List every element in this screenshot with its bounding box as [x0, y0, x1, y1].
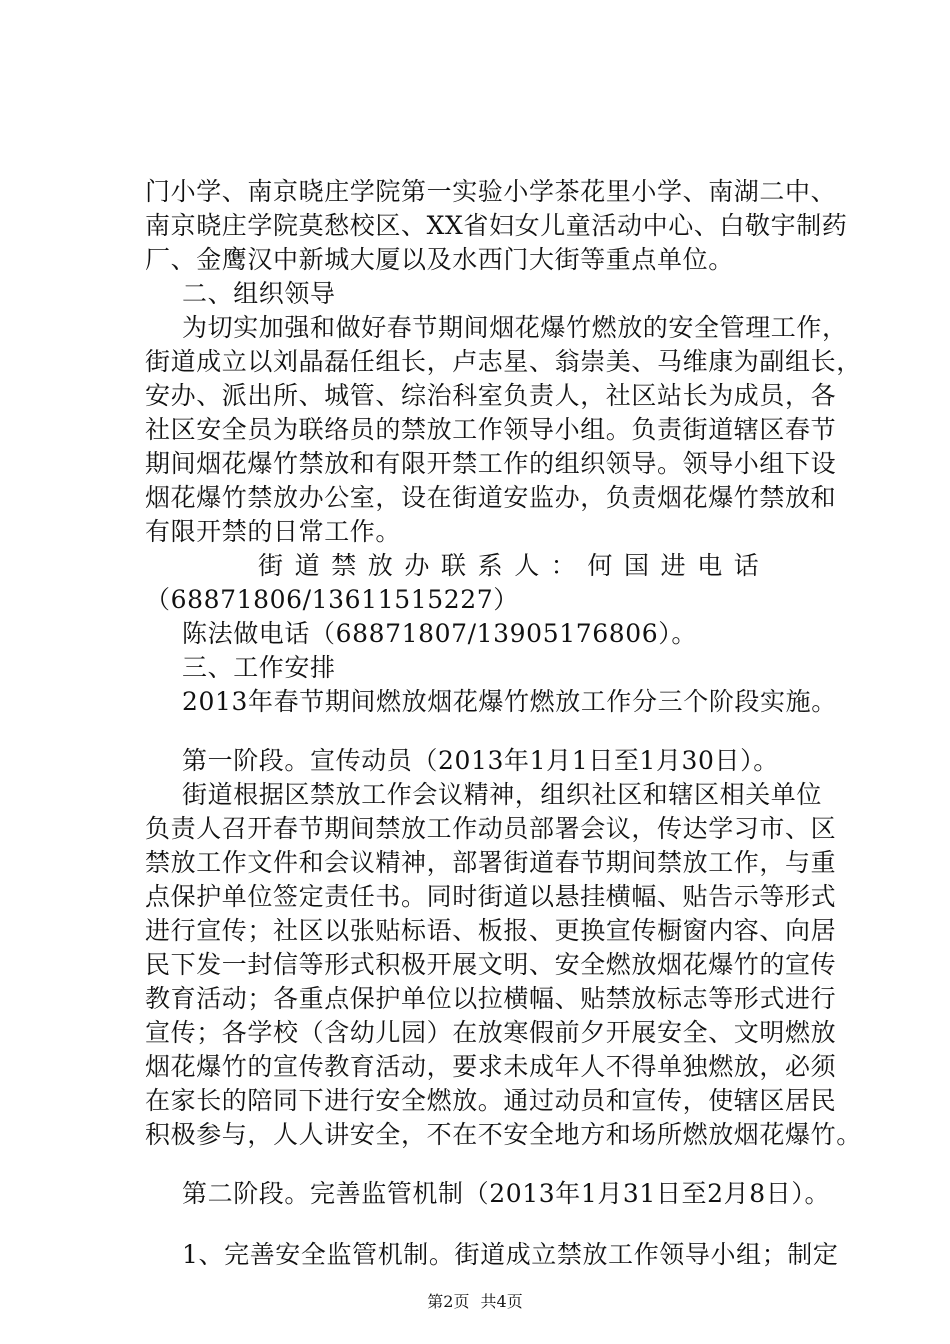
- text-line: 2013年春节期间燃放烟花爆竹燃放工作分三个阶段实施。: [182, 687, 837, 716]
- text-line: 教育活动；各重点保护单位以拉横幅、贴禁放标志等形式进行: [145, 984, 837, 1013]
- page-number: 第2页: [427, 1292, 470, 1311]
- text-line: 民下发一封信等形式积极开展文明、安全燃放烟花爆竹的宣传: [145, 950, 837, 979]
- text-line: 门小学、南京晓庄学院第一实验小学茶花里小学、南湖二中、: [145, 177, 837, 206]
- contact-line: 街道禁放办联系人：何国进电话: [258, 551, 771, 580]
- stage-heading-two: 第二阶段。完善监管机制（2013年1月31日至2月8日）。: [182, 1179, 831, 1208]
- text-line: 街道成立以刘晶磊任组长，卢志星、翁崇美、马维康为副组长，: [145, 347, 862, 376]
- text-line: 进行宣传；社区以张贴标语、板报、更换宣传橱窗内容、向居: [145, 916, 837, 945]
- text-line: 烟花爆竹禁放办公室，设在街道安监办，负责烟花爆竹禁放和: [145, 483, 837, 512]
- text-line: 点保护单位签定责任书。同时街道以悬挂横幅、贴告示等形式: [145, 882, 837, 911]
- text-line: 街道根据区禁放工作会议精神，组织社区和辖区相关单位: [182, 780, 823, 809]
- text-line: 南京晓庄学院莫愁校区、XX省妇女儿童活动中心、白敬宇制药: [145, 211, 848, 240]
- text-line: 负责人召开春节期间禁放工作动员部署会议，传达学习市、区: [145, 814, 837, 843]
- contact-line: 陈法做电话（68871807/13905176806）。: [182, 619, 697, 648]
- text-line: 在家长的陪同下进行安全燃放。通过动员和宣传，使辖区居民: [145, 1086, 837, 1115]
- text-line: 期间烟花爆竹禁放和有限开禁工作的组织领导。领导小组下设: [145, 449, 837, 478]
- text-line: 积极参与，人人讲安全，不在不安全地方和场所燃放烟花爆竹。: [145, 1120, 862, 1149]
- page-total: 共4页: [480, 1292, 523, 1311]
- text-line: 烟花爆竹的宣传教育活动，要求未成年人不得单独燃放，必须: [145, 1052, 837, 1081]
- text-line: 安办、派出所、城管、综治科室负责人，社区站长为成员，各: [145, 381, 837, 410]
- page-footer: [0, 1291, 950, 1313]
- text-line: 禁放工作文件和会议精神，部署街道春节期间禁放工作，与重: [145, 848, 837, 877]
- section-heading-organization: 二、组织领导: [182, 279, 336, 308]
- text-line: 厂、金鹰汉中新城大厦以及水西门大街等重点单位。: [145, 245, 734, 274]
- text-line: 有限开禁的日常工作。: [145, 517, 402, 546]
- text-line: 宣传；各学校（含幼儿园）在放寒假前夕开展安全、文明燃放: [145, 1018, 837, 1047]
- text-line: 1、完善安全监管机制。街道成立禁放工作领导小组；制定: [182, 1240, 839, 1269]
- section-heading-arrangement: 三、工作安排: [182, 653, 336, 682]
- text-line: 社区安全员为联络员的禁放工作领导小组。负责街道辖区春节: [145, 415, 837, 444]
- stage-heading-one: 第一阶段。宣传动员（2013年1月1日至1月30日）。: [182, 746, 779, 775]
- contact-phone-line: （68871806/13611515227）: [145, 585, 519, 614]
- text-line: 为切实加强和做好春节期间烟花爆竹燃放的安全管理工作，: [182, 313, 848, 342]
